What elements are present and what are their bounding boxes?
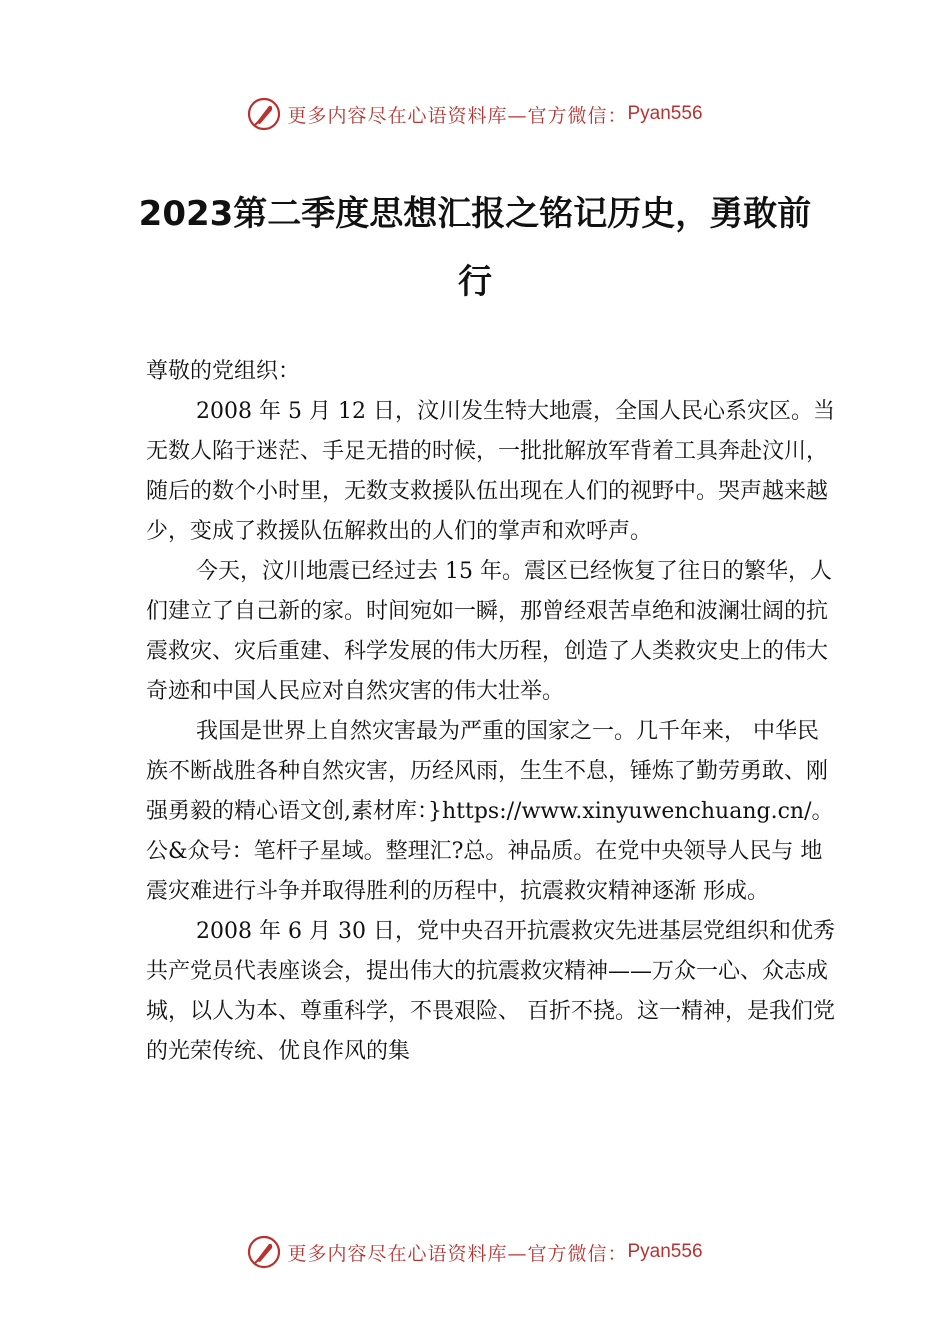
paragraph-4: 2008 年 6 月 30 日，党中央召开抗震救灾先进基层党组织和优秀共产党员代表座谈会，提出伟大的抗震救灾精神——万众一心、众志成城，以人为本、尊重科学，不畏艰险、 百折不挠。这一精神，是我们党的光荣传统、优良作风的集 xyxy=(146,919,835,1064)
footer-watermark-banner xyxy=(0,1232,950,1272)
banner-wechat-id: Pyan556 xyxy=(627,103,703,124)
document-body xyxy=(146,352,836,1072)
banner-text: 更多内容尽在心语资料库—官方微信： xyxy=(287,104,628,127)
paragraph-1: 2008 年 5 月 12 日，汶川发生特大地震，全国人民心系灾区。当无数人陷于迷茫、手足无措的时候，一批批解放军背着工具奔赴汶川，随后的数个小时里，无数支救援队伍出现在人们的视野中。哭声越来越少，变成了救援队伍解救出的人们的掌声和欢呼声。 xyxy=(146,399,835,544)
salutation: 尊敬的党组织： xyxy=(146,359,301,384)
quill-pen-logo-icon xyxy=(247,97,281,131)
banner-wechat-id: Pyan556 xyxy=(627,1241,703,1262)
paragraph-3: 我国是世界上自然灾害最为严重的国家之一。几千年来， 中华民族不断战胜各种自然灾害，历经风雨，生生不息，锤炼了勤劳勇敢、刚强勇毅的精心语文创,素材库：}https://www.xinyuwenchuang.cn/。公&众号：笔杆子星域。整理汇?总。神品质。在党中央领导人民与 地震灾难进行斗争并取得胜利的历程中，抗震救灾精神逐渐 形成。 xyxy=(146,719,834,904)
quill-pen-logo-icon xyxy=(247,1235,281,1269)
paragraph-2: 今天，汶川地震已经过去 15 年。震区已经恢复了往日的繁华，人们建立了自己新的家。时间宛如一瞬，那曾经艰苦卓绝和波澜壮阔的抗震救灾、灾后重建、科学发展的伟大历程，创造了人类救灾史上的伟大奇迹和中国人民应对自然灾害的伟大壮举。 xyxy=(146,559,832,704)
document-title: 2023第二季度思想汇报之铭记历史，勇敢前行 xyxy=(138,194,812,302)
banner-text: 更多内容尽在心语资料库—官方微信： xyxy=(287,1242,628,1265)
header-watermark-banner xyxy=(0,94,950,134)
